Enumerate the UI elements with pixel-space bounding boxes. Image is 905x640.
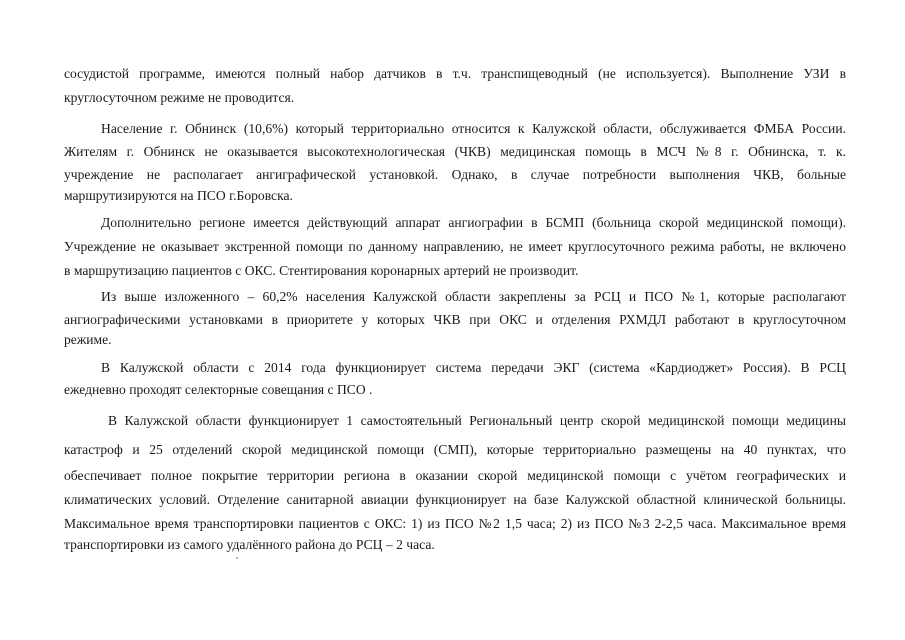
text-line: в маршрутизацию пациентов с ОКС. Стентирования коронарных артерий не производит.: [64, 263, 579, 278]
scan-speck: [236, 557, 238, 559]
paragraph-first-line: В Калужской области с 2014 года функционирует система передачи ЭКГ (система «Кардиоджет» Россия). В РСЦ: [101, 360, 846, 375]
paragraph-first-line: Дополнительно регионе имеется действующий аппарат ангиографии в БСМП (больница скорой медицинской помощи).: [101, 215, 846, 230]
text-line: катастроф и 25 отделений скорой медицинской помощи (СМП), которые территориально размещены на 40 пунктах, что: [64, 442, 846, 457]
text-line: климатических условий. Отделение санитарной авиации функционирует на базе Калужской областной клинической больницы.: [64, 492, 846, 507]
text-line: транспортировки из самого удалённого района до РСЦ – 2 часа.: [64, 537, 435, 552]
text-line: ежедневно проходят селекторные совещания с ПСО .: [64, 382, 373, 397]
paragraph-first-line: Из выше изложенного – 60,2% населения Калужской области закреплены за РСЦ и ПСО №1, которые располагают: [101, 289, 846, 304]
text-line: обеспечивает полное покрытие территории региона в оказании скорой медицинской помощи с учётом географических и: [64, 468, 846, 483]
paragraph-first-line: Население г. Обнинск (10,6%) который территориально относится к Калужской области, обслуживается ФМБА России.: [101, 121, 846, 136]
text-line: ангиографическими установками в приоритете у которых ЧКВ при ОКС и отделения РХМДЛ работают в круглосуточном: [64, 312, 846, 327]
text-line: маршрутизируются на ПСО г.Боровска.: [64, 188, 293, 203]
text-line: круглосуточном режиме не проводится.: [64, 90, 295, 105]
text-line: Учреждение не оказывает экстренной помощи по данному направлению, не имеет круглосуточного режима работы, не включено: [64, 239, 846, 254]
text-line: режиме.: [64, 332, 112, 347]
text-line: Жителям г. Обнинск не оказывается высокотехнологическая (ЧКВ) медицинская помощь в МСЧ №8 г. Обнинска, т. к.: [64, 144, 846, 159]
text-line: учреждение не располагает ангиграфической установкой. Однако, в случае потребности выполнения ЧКВ, больные: [64, 167, 846, 182]
text-line: Максимальное время транспортировки пациентов с ОКС: 1) из ПСО №2 1,5 часа; 2) из ПСО №3 2-2,5 часа. Максимальное время: [64, 516, 846, 531]
paragraph-first-line: В Калужской области функционирует 1 самостоятельный Региональный центр скорой медицинской помощи медицины: [108, 413, 846, 428]
text-line: сосудистой программе, имеются полный набор датчиков в т.ч. транспищеводный (не используется). Выполнение УЗИ в: [64, 66, 846, 81]
